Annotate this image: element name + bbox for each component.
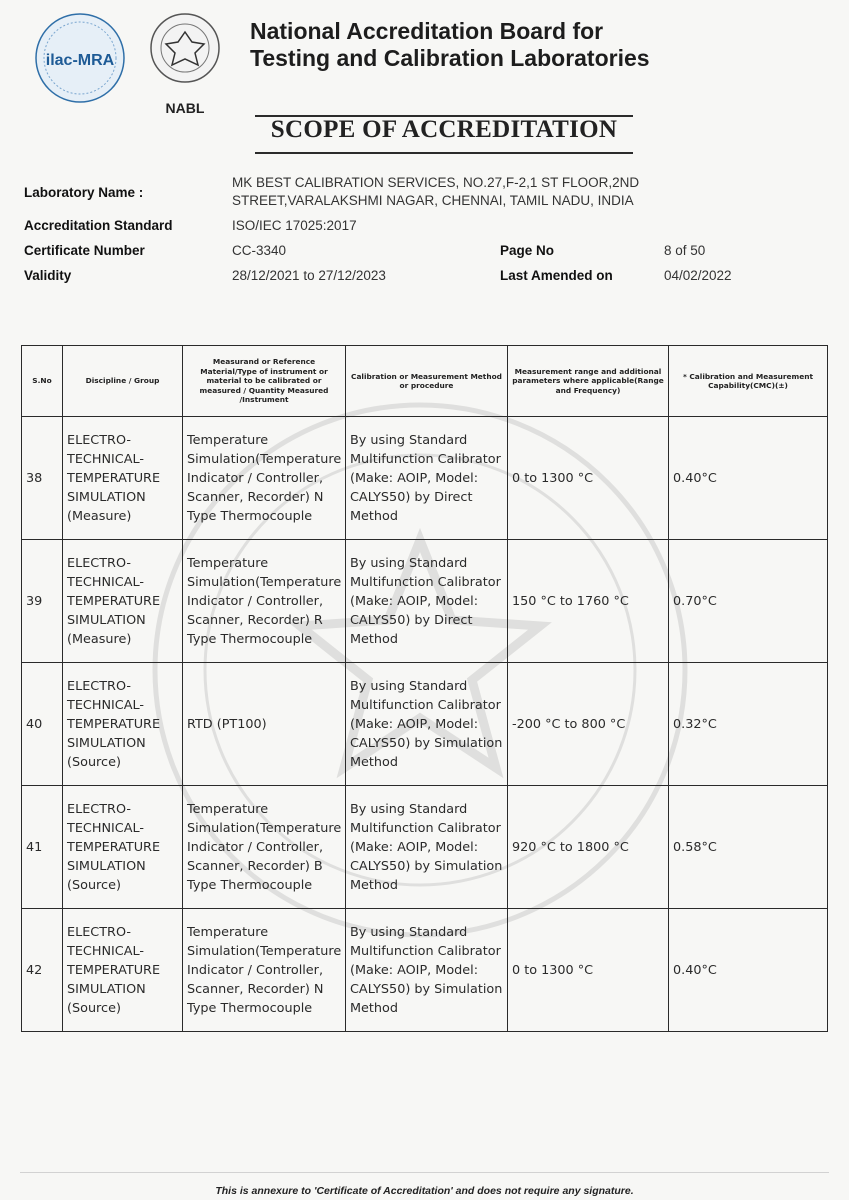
- footer-note: This is annexure to 'Certificate of Accreditation' and does not require any signature.: [215, 1185, 634, 1197]
- validity-value: 28/12/2021 to 27/12/2023: [232, 268, 386, 283]
- col-header-discipline: Discipline / Group: [63, 346, 183, 417]
- col-header-measurand: Measurand or Reference Material/Type of instrument or material to be calibrated or measured / Quantity Measured /Instrument: [183, 346, 346, 417]
- standard-value: ISO/IEC 17025:2017: [232, 218, 357, 233]
- cell-measurand: Temperature Simulation(Temperature Indicator / Controller, Scanner, Recorder) R Type Thermocouple: [183, 540, 346, 663]
- cell-discipline: ELECTRO-TECHNICAL-TEMPERATURE SIMULATION (Source): [63, 663, 183, 786]
- cell-range: 0 to 1300 °C: [508, 417, 669, 540]
- cell-range: 920 °C to 1800 °C: [508, 786, 669, 909]
- cell-range: 150 °C to 1760 °C: [508, 540, 669, 663]
- doc-title: SCOPE OF ACCREDITATION: [270, 116, 618, 143]
- cell-cmc: 0.32°C: [669, 663, 828, 786]
- cell-discipline: ELECTRO-TECHNICAL-TEMPERATURE SIMULATION (Measure): [63, 540, 183, 663]
- logo-graphics: [28, 8, 233, 118]
- lab-name-line1: MK BEST CALIBRATION SERVICES, NO.27,F-2,1 ST FLOOR,2ND: [232, 175, 640, 190]
- table-row: [22, 786, 828, 909]
- col-header-sno: S.No: [22, 346, 63, 417]
- cell-method: By using Standard Multifunction Calibrator (Make: AOIP, Model: CALYS50) by Simulation Method: [346, 909, 508, 1032]
- col-header-range: Measurement range and additional parameters where applicable(Range and Frequency): [508, 346, 669, 417]
- cell-sno: 40: [22, 663, 63, 786]
- cell-measurand: Temperature Simulation(Temperature Indicator / Controller, Scanner, Recorder) B Type Thermocouple: [183, 786, 346, 909]
- cell-cmc: 0.70°C: [669, 540, 828, 663]
- cell-cmc: 0.40°C: [669, 909, 828, 1032]
- logos: [28, 8, 233, 118]
- cell-cmc: 0.58°C: [669, 786, 828, 909]
- validity-row: [24, 268, 824, 293]
- scope-table: [21, 345, 828, 1032]
- lab-name-label: Laboratory Name :: [24, 185, 144, 200]
- table-row: [22, 909, 828, 1032]
- page-no-label: Page No: [500, 243, 555, 258]
- certificate-value: CC-3340: [232, 243, 287, 258]
- cell-method: By using Standard Multifunction Calibrator (Make: AOIP, Model: CALYS50) by Direct Method: [346, 540, 508, 663]
- cell-discipline: ELECTRO-TECHNICAL-TEMPERATURE SIMULATION (Source): [63, 909, 183, 1032]
- page-no-value: 8 of 50: [664, 243, 706, 258]
- cell-measurand: RTD (PT100): [183, 663, 346, 786]
- cell-sno: 41: [22, 786, 63, 909]
- org-title-line1: National Accreditation Board for: [250, 18, 604, 44]
- cell-method: By using Standard Multifunction Calibrator (Make: AOIP, Model: CALYS50) by Direct Method: [346, 417, 508, 540]
- table-row: [22, 663, 828, 786]
- cell-method: By using Standard Multifunction Calibrator (Make: AOIP, Model: CALYS50) by Simulation Method: [346, 786, 508, 909]
- lab-name-line2: STREET,VARALAKSHMI NAGAR, CHENNAI, TAMIL NADU, INDIA: [232, 193, 634, 208]
- table-header-row: [22, 346, 828, 417]
- table-row: [22, 417, 828, 540]
- lab-name-row: [24, 174, 824, 218]
- nabl-logo: [151, 14, 219, 116]
- cell-range: -200 °C to 800 °C: [508, 663, 669, 786]
- cell-range: 0 to 1300 °C: [508, 909, 669, 1032]
- org-title-line2: Testing and Calibration Laboratories: [250, 45, 650, 71]
- cell-sno: 38: [22, 417, 63, 540]
- cell-method: By using Standard Multifunction Calibrator (Make: AOIP, Model: CALYS50) by Simulation Method: [346, 663, 508, 786]
- standard-row: [24, 218, 824, 243]
- nabl-logo-text: NABL: [165, 100, 205, 116]
- ilac-mra-logo: [36, 14, 124, 102]
- lab-name-value: [232, 174, 702, 210]
- cell-discipline: ELECTRO-TECHNICAL-TEMPERATURE SIMULATION (Source): [63, 786, 183, 909]
- col-header-method: Calibration or Measurement Method or procedure: [346, 346, 508, 417]
- title-rule-bottom: [255, 152, 633, 154]
- cell-cmc: 0.40°C: [669, 417, 828, 540]
- footer-divider: [20, 1172, 829, 1173]
- certificate-row: [24, 243, 824, 268]
- certificate-label: Certificate Number: [24, 243, 145, 258]
- lab-info: [24, 174, 824, 293]
- ilac-logo-text: ilac-MRA: [45, 52, 115, 69]
- cell-discipline: ELECTRO-TECHNICAL-TEMPERATURE SIMULATION (Measure): [63, 417, 183, 540]
- cell-measurand: Temperature Simulation(Temperature Indicator / Controller, Scanner, Recorder) N Type Thermocouple: [183, 417, 346, 540]
- org-title: [250, 18, 830, 72]
- cell-sno: 42: [22, 909, 63, 1032]
- cell-measurand: Temperature Simulation(Temperature Indicator / Controller, Scanner, Recorder) N Type Thermocouple: [183, 909, 346, 1032]
- validity-label: Validity: [24, 268, 72, 283]
- table-row: [22, 540, 828, 663]
- amended-value: 04/02/2022: [664, 268, 732, 283]
- col-header-cmc: * Calibration and Measurement Capability(CMC)(±): [669, 346, 828, 417]
- standard-label: Accreditation Standard: [24, 218, 173, 233]
- cell-sno: 39: [22, 540, 63, 663]
- amended-label: Last Amended on: [500, 268, 613, 283]
